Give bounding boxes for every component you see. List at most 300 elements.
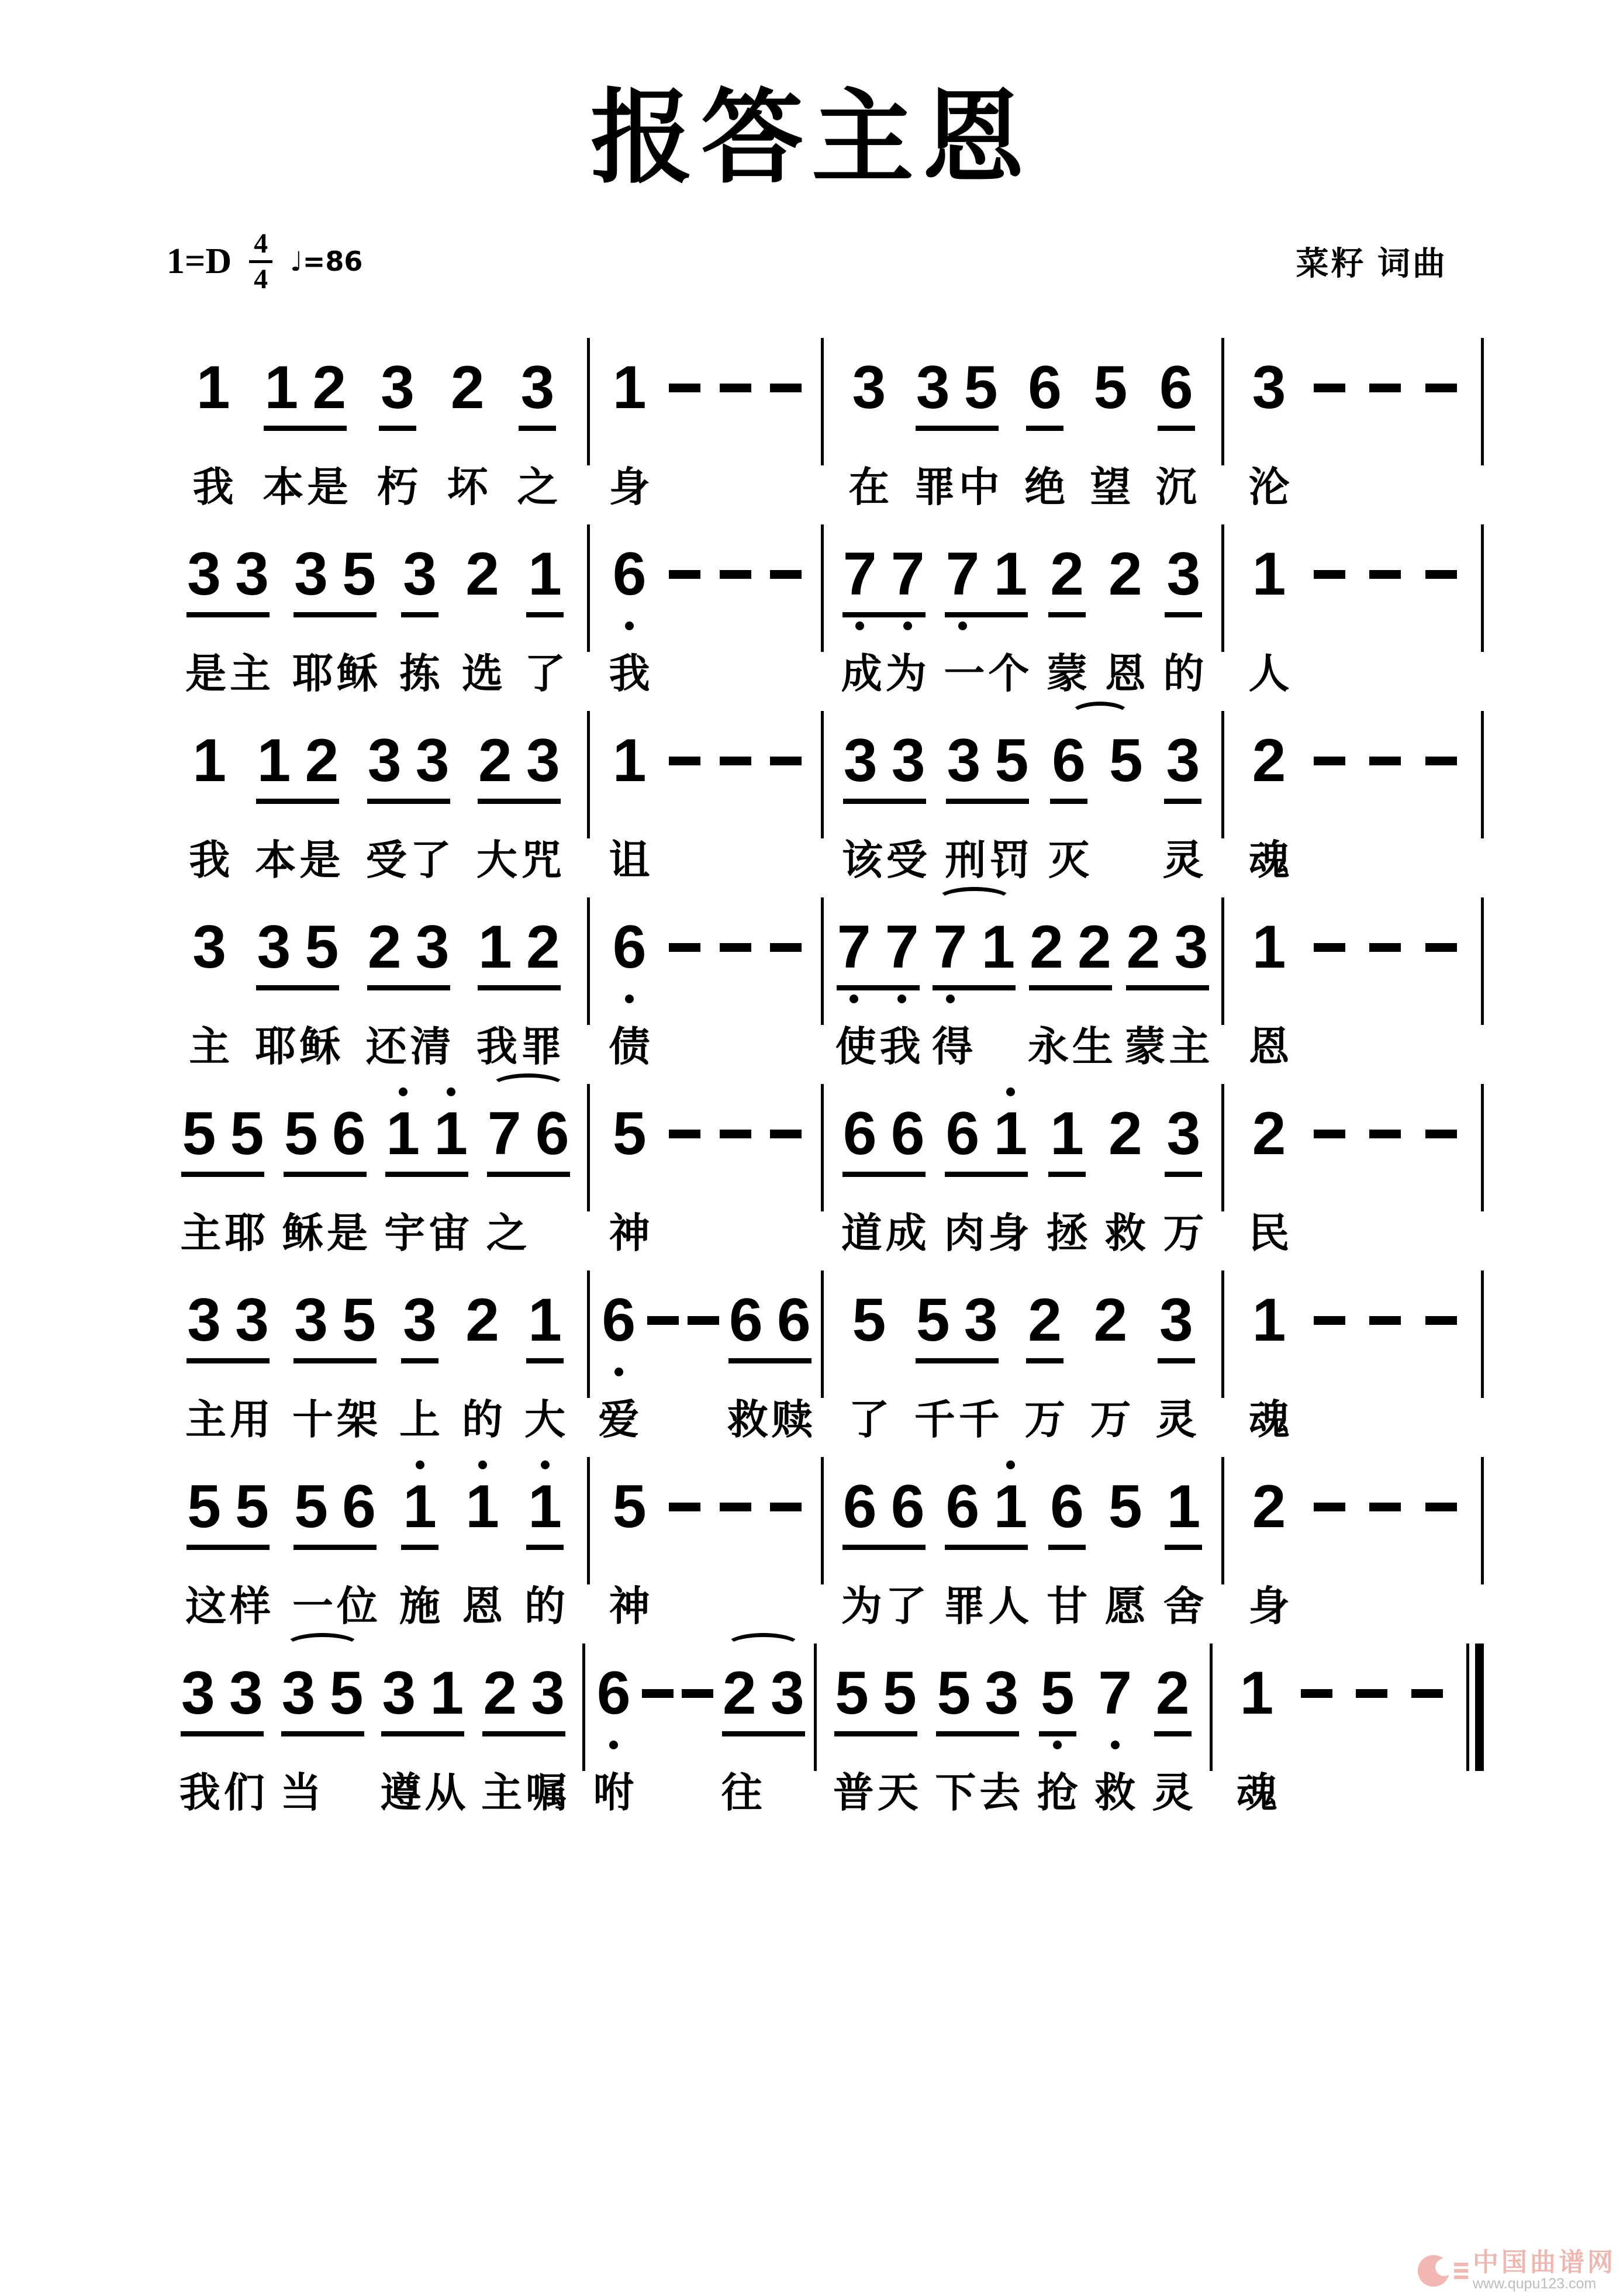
octave-dot-slot xyxy=(341,1363,377,1382)
note-digit-glyph: 5 xyxy=(1093,354,1128,422)
note-digit xyxy=(293,519,329,609)
note-digit-glyph: 1 xyxy=(1239,1659,1274,1727)
measure xyxy=(164,705,587,888)
watermark-logo-icon xyxy=(1418,2255,1449,2287)
beamed-note-group xyxy=(281,1638,364,1736)
note-digit xyxy=(526,540,564,617)
lyric-syllable: 万 xyxy=(1024,1397,1066,1442)
note-digit xyxy=(401,1286,438,1363)
octave-dot-high xyxy=(1006,1461,1015,1469)
octave-dot-slot xyxy=(293,1363,329,1382)
octave-dot-high xyxy=(541,1461,550,1469)
octave-dot-slot xyxy=(933,990,968,1009)
lyric-syllable: 救 xyxy=(727,1397,768,1442)
note-digit xyxy=(478,892,513,982)
note-digit xyxy=(234,1265,270,1355)
note xyxy=(179,1638,265,1821)
note xyxy=(1024,332,1065,515)
tempo-marking: ♩=86 xyxy=(290,246,363,277)
octave-dot-slot xyxy=(478,804,513,823)
octave-dot-low xyxy=(897,995,906,1003)
lyric-syllable: 抢 xyxy=(1037,1770,1078,1815)
lyric-syllable: 罪 xyxy=(944,1583,985,1629)
score-line xyxy=(164,519,1484,702)
duration-dash xyxy=(688,1316,719,1325)
note xyxy=(914,1265,1000,1448)
lyric-syllable: 十 xyxy=(292,1397,333,1442)
score-line xyxy=(164,705,1484,888)
note-digit-glyph: 1 xyxy=(257,727,291,795)
note-digit-glyph: 3 xyxy=(770,1659,804,1727)
note-digit-glyph: 5 xyxy=(182,1100,216,1168)
note-digit-glyph: 7 xyxy=(890,540,925,608)
lyric-syllable: 还 xyxy=(365,1024,407,1069)
duration-dash-cell xyxy=(1425,1265,1457,1448)
note xyxy=(399,519,440,702)
note-digit-glyph: 1 xyxy=(430,1659,464,1727)
octave-dot-slot xyxy=(429,1736,464,1755)
measure xyxy=(1224,1265,1481,1448)
note xyxy=(399,1265,440,1448)
note-digit xyxy=(1165,540,1202,617)
duration-dash-cell xyxy=(1425,1078,1457,1261)
score-line xyxy=(164,1078,1484,1261)
score-area xyxy=(164,332,1484,1821)
lyric-syllable: 主 xyxy=(1169,1024,1210,1069)
octave-dot-slot xyxy=(1077,990,1112,1009)
slur-arc xyxy=(936,887,1013,914)
note-digit-glyph: 3 xyxy=(257,913,291,981)
note xyxy=(1163,1451,1204,1634)
note-digit xyxy=(850,1286,888,1363)
measure xyxy=(1224,705,1481,888)
note-digit xyxy=(401,540,438,617)
octave-dot-slot xyxy=(994,804,1029,823)
note-digit-glyph: 6 xyxy=(945,1100,980,1168)
note-digit xyxy=(600,1286,637,1363)
note-digit xyxy=(234,519,270,609)
note-digit-glyph: 2 xyxy=(1050,540,1084,608)
duration-dash-cell xyxy=(1314,332,1345,515)
note-digit xyxy=(482,1638,517,1728)
note xyxy=(524,1451,565,1634)
note-digit-glyph: 2 xyxy=(1252,727,1286,795)
duration-dash xyxy=(1411,1689,1443,1698)
lyric-syllable: 望 xyxy=(1090,464,1131,510)
note-digit-glyph: 1 xyxy=(196,354,230,422)
octave-dot-slot xyxy=(945,617,980,636)
lyric-syllable: 本 xyxy=(263,464,304,510)
note-digit-glyph: 6 xyxy=(728,1286,763,1354)
note xyxy=(835,892,921,1075)
duration-dash-cell xyxy=(770,332,802,515)
note-digit xyxy=(1092,353,1129,431)
note-digit-glyph: 3 xyxy=(403,1286,437,1354)
watermark-bars-icon xyxy=(1454,2263,1468,2279)
note-digit-glyph: 3 xyxy=(964,1286,998,1354)
note-digit xyxy=(1158,353,1195,431)
note-digit-glyph: 1 xyxy=(465,1473,499,1541)
note xyxy=(609,332,650,515)
lyric-syllable: 身 xyxy=(1248,1583,1290,1629)
duration-dash xyxy=(1369,570,1401,579)
lyric-syllable: 的 xyxy=(462,1397,503,1442)
beamed-note-group xyxy=(842,519,926,617)
octave-dot-slot xyxy=(728,1363,764,1382)
note xyxy=(193,332,234,515)
lyric-syllable: 肉 xyxy=(944,1210,985,1256)
lyric-syllable: 债 xyxy=(609,1024,650,1069)
lyric-syllable: 魂 xyxy=(1248,837,1290,883)
duration-dash-cell xyxy=(770,1451,802,1634)
octave-dot-slot xyxy=(530,1736,565,1755)
note-digit xyxy=(611,1472,648,1550)
note-digit-glyph: 7 xyxy=(842,540,877,608)
octave-dot-high xyxy=(399,1087,408,1096)
note-digit-glyph: 3 xyxy=(187,540,221,608)
note-digit xyxy=(530,1638,565,1728)
note-digit xyxy=(191,913,228,990)
octave-dot-slot xyxy=(1126,990,1161,1009)
note-digit xyxy=(842,1078,878,1168)
octave-dot-slot xyxy=(535,1177,570,1196)
note-digit-glyph: 5 xyxy=(230,1100,264,1168)
note xyxy=(366,892,451,1075)
beamed-note-group xyxy=(945,1078,1028,1177)
note-digit xyxy=(945,519,980,609)
note-digit-glyph: 6 xyxy=(776,1286,811,1354)
note-digit-glyph: 5 xyxy=(883,1659,917,1727)
octave-dot-low xyxy=(614,1368,623,1376)
note-digit xyxy=(181,1078,216,1168)
lyric-syllable: 了 xyxy=(848,1397,890,1442)
note-digit-glyph: 5 xyxy=(916,1286,950,1354)
lyric-syllable: 生 xyxy=(1072,1024,1113,1069)
lyric-syllable: 成 xyxy=(885,1210,927,1256)
barline xyxy=(1481,1270,1484,1398)
lyric-syllable: 诅 xyxy=(609,837,650,883)
note-digit xyxy=(284,1078,319,1168)
note-digit xyxy=(367,892,402,982)
note xyxy=(380,1638,465,1821)
octave-dot-slot xyxy=(916,431,951,450)
lyric-syllable: 上 xyxy=(399,1397,440,1442)
octave-dot-slot xyxy=(256,804,291,823)
lyric-syllable: 稣 xyxy=(299,1024,341,1069)
note xyxy=(1047,1451,1087,1634)
barline xyxy=(1481,1457,1484,1584)
note-digit-glyph: 2 xyxy=(1029,913,1063,981)
beamed-note-group xyxy=(842,1451,926,1550)
octave-dot-slot xyxy=(946,804,981,823)
note-digit-glyph: 2 xyxy=(1155,1659,1190,1727)
duration-dash-cell xyxy=(669,1451,700,1634)
beamed-note-group xyxy=(187,1265,270,1363)
duration-dash xyxy=(1369,384,1401,392)
duration-dash xyxy=(1314,1130,1345,1138)
octave-dot-slot xyxy=(293,617,329,636)
lyric-syllable: 愿 xyxy=(1104,1583,1146,1629)
duration-dash-cell xyxy=(1369,892,1401,1075)
lyric-syllable: 罪 xyxy=(520,1024,562,1069)
lyric-syllable: 了 xyxy=(885,1583,927,1629)
note xyxy=(609,519,650,702)
octave-dot-slot xyxy=(234,1363,270,1382)
note-digit-glyph: 3 xyxy=(1174,913,1208,981)
note xyxy=(609,892,650,1075)
lyric-syllable: 我 xyxy=(879,1024,921,1069)
lyric-syllable: 大 xyxy=(476,837,517,883)
note xyxy=(476,892,562,1075)
duration-dash xyxy=(647,1316,679,1325)
note-digit-glyph: 6 xyxy=(890,1100,925,1168)
octave-dot-slot xyxy=(993,617,1028,636)
octave-dot-slot xyxy=(945,1550,980,1569)
note-digit xyxy=(341,519,377,609)
note-digit-glyph: 1 xyxy=(528,1473,562,1541)
octave-dot-slot xyxy=(293,1550,329,1569)
beamed-note-group xyxy=(293,1265,377,1363)
note xyxy=(281,1638,365,1821)
note-digit xyxy=(379,353,416,431)
duration-dash-cell xyxy=(1425,705,1457,888)
lyric-syllable: 沦 xyxy=(1248,464,1290,510)
note-digit xyxy=(611,353,648,431)
duration-dash-cell xyxy=(1356,1638,1387,1821)
note-digit xyxy=(1107,1472,1144,1550)
note-digit-glyph: 5 xyxy=(329,1659,364,1727)
duration-dash-cell xyxy=(1314,519,1345,702)
note-digit-glyph: 3 xyxy=(852,354,886,422)
lyric-syllable: 蒙 xyxy=(1124,1024,1166,1069)
note xyxy=(598,1265,639,1448)
note-digit-glyph: 6 xyxy=(612,540,647,608)
note-digit-glyph: 3 xyxy=(843,727,878,795)
octave-dot-slot xyxy=(890,1177,926,1196)
slur-arc xyxy=(490,1073,567,1100)
note-digit xyxy=(464,540,501,617)
note-digit-glyph: 7 xyxy=(885,913,919,981)
duration-dash xyxy=(1314,943,1345,952)
note-digit-glyph: 5 xyxy=(284,1100,318,1168)
measure xyxy=(164,332,587,515)
duration-dash xyxy=(669,384,700,392)
lyric-syllable: 魂 xyxy=(1236,1770,1277,1815)
lyric-syllable: 耶 xyxy=(292,651,333,696)
octave-dot-high xyxy=(1006,1087,1015,1096)
lyric-syllable xyxy=(325,1765,365,1821)
lyric-syllable: 坏 xyxy=(447,464,488,510)
octave-dot-slot xyxy=(843,804,878,823)
note-digit-glyph: 7 xyxy=(837,913,871,981)
note xyxy=(481,1638,567,1821)
beamed-note-group xyxy=(936,1638,1019,1736)
note-digit-glyph: 1 xyxy=(1252,1286,1286,1354)
duration-dash xyxy=(1369,1130,1401,1138)
note xyxy=(841,1451,927,1634)
note-digit xyxy=(611,540,648,617)
meta-row xyxy=(167,223,1448,299)
note-digit xyxy=(834,1638,869,1728)
lyric-syllable: 身 xyxy=(988,1210,1030,1256)
beamed-note-group xyxy=(945,519,1028,617)
note-digit xyxy=(381,1638,416,1728)
note-digit-glyph: 1 xyxy=(993,1100,1028,1168)
score-line xyxy=(164,1638,1484,1821)
note-digit-glyph: 3 xyxy=(1166,540,1201,608)
note-digit-glyph: 6 xyxy=(842,1473,877,1541)
note-digit-glyph: 5 xyxy=(1109,727,1143,795)
note-digit-glyph: 2 xyxy=(1093,1286,1128,1354)
lyric-syllable: 朽 xyxy=(377,464,419,510)
note-digit xyxy=(1251,1286,1288,1363)
note-digit xyxy=(526,892,561,982)
beamed-note-group xyxy=(945,1451,1028,1550)
note xyxy=(1163,519,1204,702)
note-digit-glyph: 3 xyxy=(1166,1100,1201,1168)
song-title: 报答主恩 xyxy=(591,82,1032,195)
octave-dot-slot xyxy=(482,1736,517,1755)
duration-dash-cell xyxy=(1411,1638,1443,1821)
note-digit xyxy=(1158,1286,1195,1363)
lyric-syllable xyxy=(976,1018,1016,1075)
lyric-syllable: 架 xyxy=(337,1397,378,1442)
lyric-syllable xyxy=(766,1765,806,1821)
beamed-note-group xyxy=(842,1078,926,1177)
note xyxy=(944,1078,1029,1261)
octave-dot-slot xyxy=(341,617,377,636)
octave-dot-slot xyxy=(842,617,878,636)
note-digit-glyph: 2 xyxy=(305,727,339,795)
octave-dot-slot xyxy=(367,990,402,1009)
note-digit-glyph: 6 xyxy=(1050,1473,1084,1541)
beamed-note-group xyxy=(187,519,270,617)
duration-dash xyxy=(770,384,802,392)
note xyxy=(609,1078,650,1261)
note xyxy=(609,705,650,888)
lyric-syllable: 在 xyxy=(848,464,890,510)
measure xyxy=(164,892,587,1075)
note-digit-glyph: 5 xyxy=(612,1100,647,1168)
duration-dash-cell xyxy=(1314,705,1345,888)
note-digit-glyph: 1 xyxy=(192,727,227,795)
note-digit-glyph: 2 xyxy=(465,540,499,608)
note-digit xyxy=(916,332,951,422)
note xyxy=(593,1638,634,1821)
octave-dot-slot xyxy=(281,1736,316,1755)
duration-dash xyxy=(1425,1316,1457,1325)
note-digit xyxy=(464,1472,501,1550)
octave-dot-slot xyxy=(187,617,222,636)
note xyxy=(384,1078,469,1261)
note-digit xyxy=(993,1451,1028,1541)
note-digit-glyph: 2 xyxy=(526,913,560,981)
octave-dot-slot xyxy=(415,990,450,1009)
lyric-syllable: 下 xyxy=(935,1770,976,1815)
duration-dash-cell xyxy=(1425,332,1457,515)
duration-dash-cell xyxy=(669,1078,700,1261)
duration-dash-cell xyxy=(720,1451,751,1634)
duration-dash xyxy=(770,1503,802,1511)
measure xyxy=(590,1451,821,1634)
watermark-brand: 中国曲谱网 xyxy=(1473,2248,1616,2277)
octave-dot-slot xyxy=(770,1736,805,1755)
note-digit xyxy=(850,353,888,431)
note xyxy=(945,705,1030,888)
note xyxy=(292,519,378,702)
measure xyxy=(590,519,821,702)
lyric-syllable: 当 xyxy=(280,1770,322,1815)
note xyxy=(1249,1451,1290,1634)
lyric-syllable: 受 xyxy=(886,837,927,883)
note xyxy=(842,705,927,888)
duration-dash xyxy=(669,1503,700,1511)
duration-dash-cell xyxy=(669,892,700,1075)
note-digit-glyph: 3 xyxy=(294,540,328,608)
lyric-syllable: 之 xyxy=(517,464,558,510)
note xyxy=(1024,1265,1065,1448)
beamed-note-group xyxy=(837,892,920,990)
note-digit-glyph: 2 xyxy=(450,354,485,422)
lyric-syllable: 选 xyxy=(462,651,503,696)
lyric-syllable: 人 xyxy=(1248,651,1290,696)
beamed-note-group xyxy=(181,1638,264,1736)
octave-dot-low xyxy=(903,622,912,630)
measure xyxy=(824,892,1221,1075)
barline xyxy=(1481,1084,1484,1211)
time-signature-top: 4 xyxy=(249,230,272,263)
duration-dash xyxy=(770,1130,802,1138)
lyric-syllable: 身 xyxy=(609,464,650,510)
duration-dash-cell xyxy=(1369,1265,1401,1448)
note xyxy=(1249,705,1290,888)
octave-dot-slot xyxy=(936,1736,971,1755)
note-digit xyxy=(385,1078,420,1168)
note-digit-glyph: 6 xyxy=(596,1659,631,1727)
note xyxy=(848,1265,889,1448)
octave-dot-slot xyxy=(526,990,561,1009)
duration-dash-cell xyxy=(669,705,700,888)
note xyxy=(932,892,1016,1075)
octave-dot-slot xyxy=(187,1550,222,1569)
note-digit xyxy=(885,892,920,982)
note xyxy=(1249,332,1290,515)
beamed-note-group xyxy=(367,892,450,990)
lyric-syllable: 大 xyxy=(524,1397,565,1442)
note xyxy=(517,332,558,515)
note-digit xyxy=(1251,726,1288,804)
note-digit-glyph: 3 xyxy=(1166,727,1200,795)
duration-dash-cell xyxy=(1425,892,1457,1075)
lyric-syllable: 是 xyxy=(299,837,341,883)
final-barline-thin xyxy=(1466,1644,1469,1771)
duration-dash-cell xyxy=(1425,519,1457,702)
note-digit xyxy=(519,353,556,431)
duration-dash-cell xyxy=(669,332,700,515)
duration-dash-cell xyxy=(682,1638,713,1821)
note-digit-glyph: 6 xyxy=(535,1100,569,1168)
duration-dash-cell xyxy=(1369,1078,1401,1261)
measure xyxy=(164,1451,587,1634)
note xyxy=(292,1265,378,1448)
octave-dot-slot xyxy=(834,1736,869,1755)
measure xyxy=(590,892,821,1075)
beamed-note-group xyxy=(187,1451,270,1550)
lyric-syllable: 去 xyxy=(979,1770,1021,1815)
lyric-syllable: 灵 xyxy=(1162,837,1204,883)
measure xyxy=(164,1078,587,1261)
note-digit xyxy=(1126,892,1161,982)
